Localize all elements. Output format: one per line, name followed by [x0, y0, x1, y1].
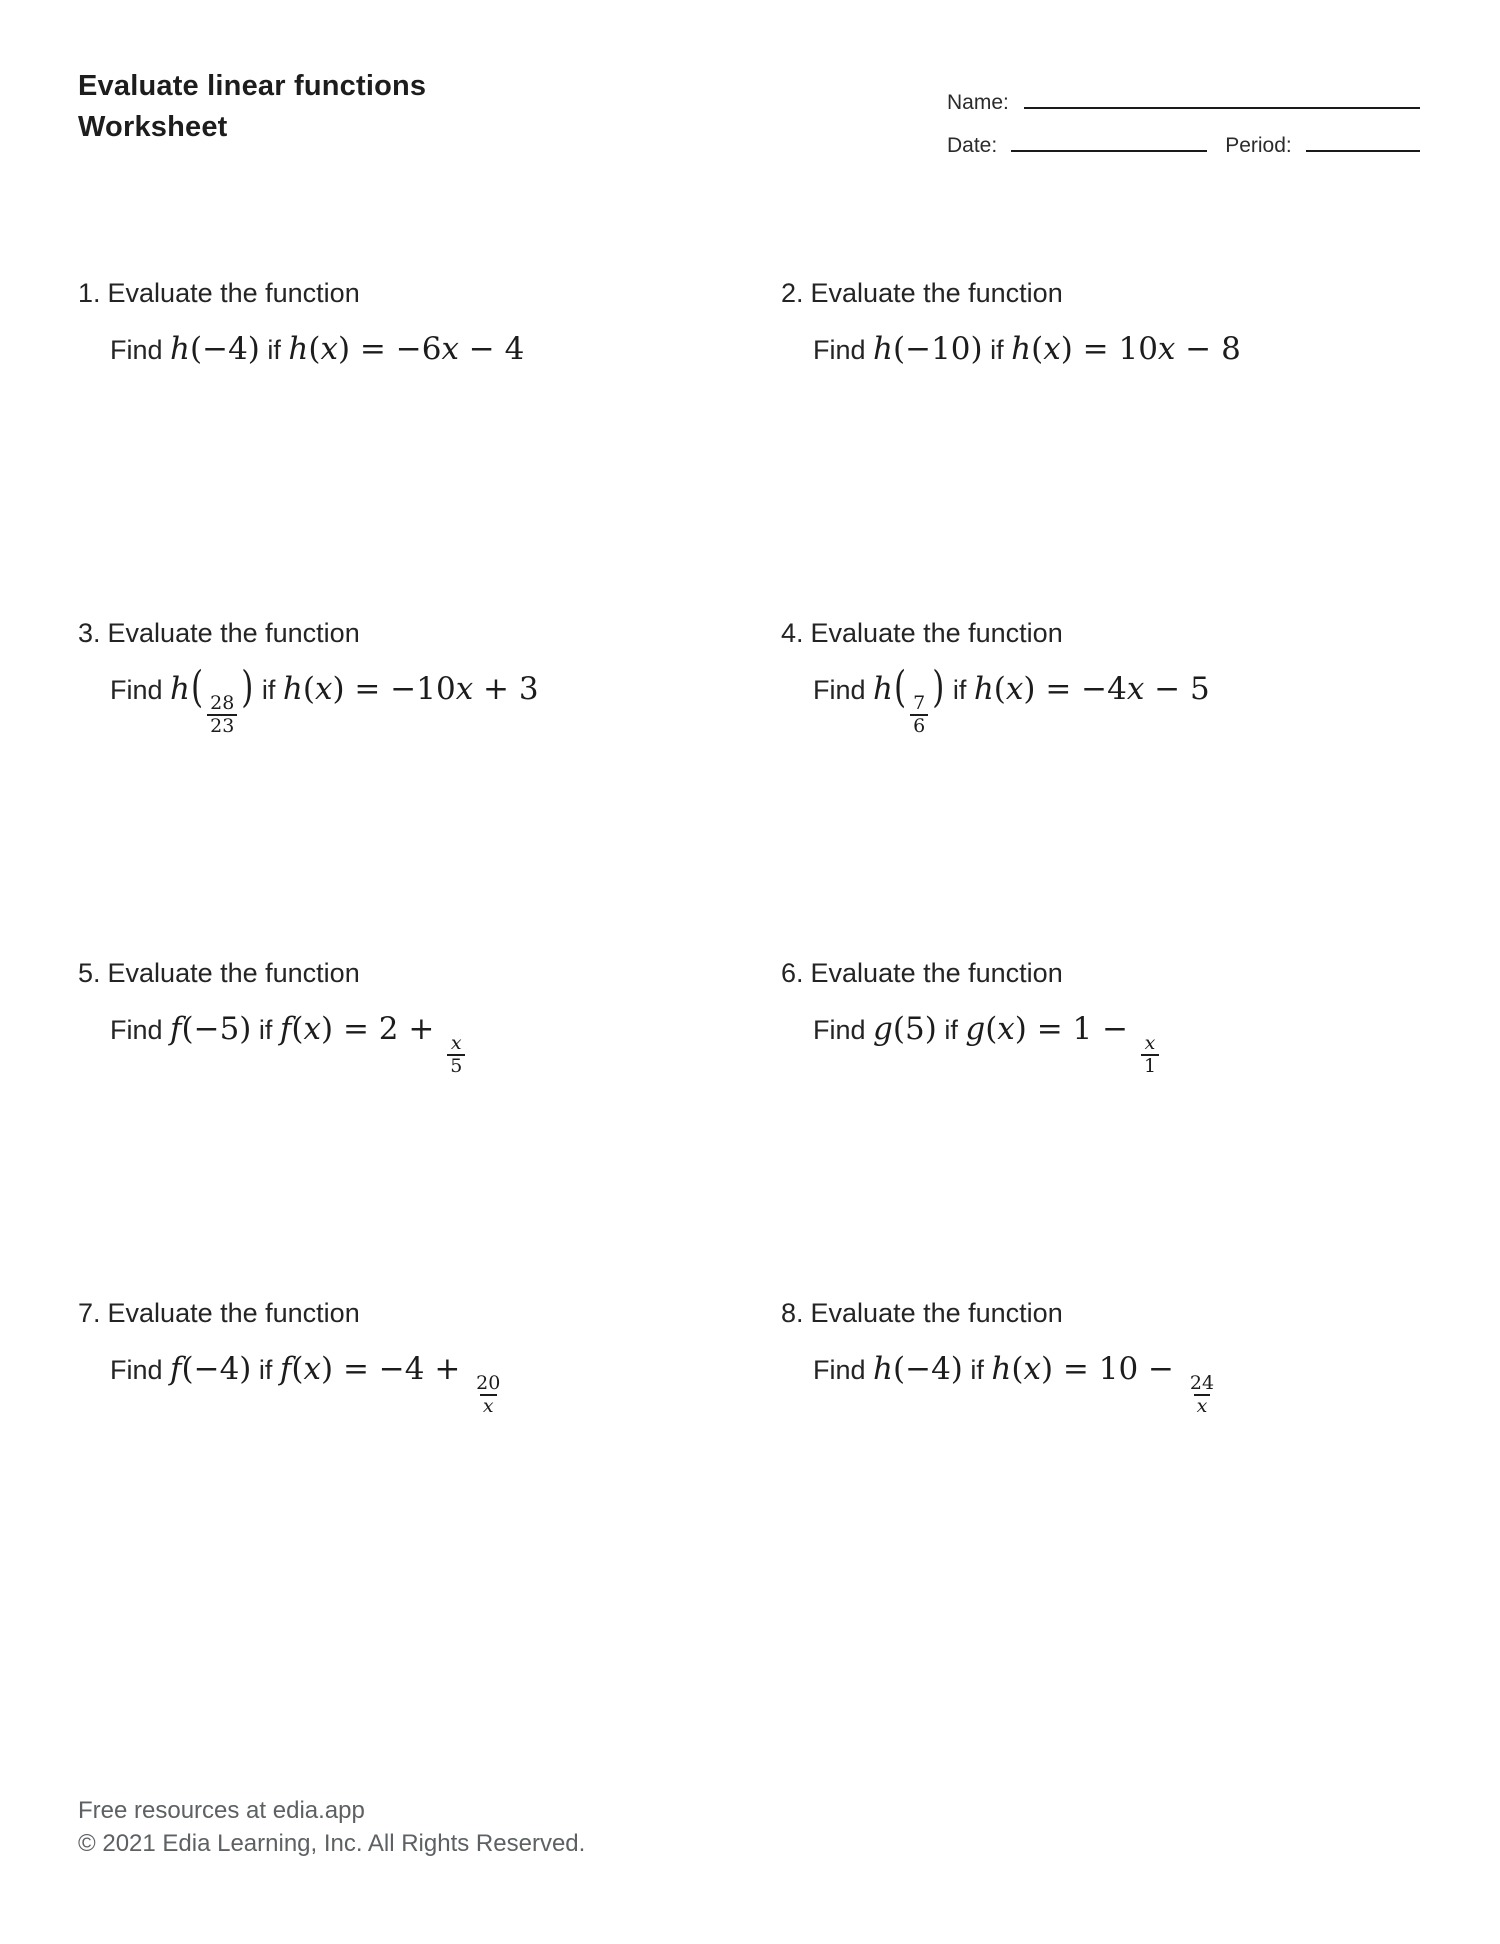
problem-number: 1. — [78, 278, 101, 308]
problem-4 — [781, 616, 1441, 737]
problem-8 — [781, 1296, 1441, 1417]
problem-heading — [781, 616, 1441, 650]
worksheet-subtitle: Worksheet — [78, 111, 228, 143]
problem-6 — [781, 956, 1441, 1077]
problem-heading-text: Evaluate the function — [810, 618, 1063, 648]
worksheet-title-block — [78, 66, 426, 148]
problem-heading — [78, 956, 738, 990]
problem-math: Find f(−5) if f(x) = 2 + $\frac{x}{5}$ — [110, 1006, 738, 1052]
problem-5 — [78, 956, 738, 1077]
problem-number: 5. — [78, 958, 101, 988]
problem-heading-text: Evaluate the function — [107, 618, 360, 648]
period-label: Period: — [1225, 134, 1292, 157]
date-input-line[interactable] — [1011, 131, 1207, 152]
period-input-line[interactable] — [1306, 131, 1420, 152]
page-footer — [78, 1794, 585, 1860]
problem-number: 8. — [781, 1298, 804, 1328]
problem-number: 4. — [781, 618, 804, 648]
problem-math: Find h(−10) if h(x) = 10x − 8 — [813, 331, 1241, 367]
problem-3 — [78, 616, 738, 737]
problem-math: Find h( $\frac{7}{6}$ ) if h(x) = −4x − 5 — [813, 662, 1210, 737]
problem-number: 3. — [78, 618, 101, 648]
problem-math: Find f(−4) if f(x) = −4 + $\frac{20}{x}$ — [110, 1351, 501, 1417]
problem-number: 6. — [781, 958, 804, 988]
problem-heading-text: Evaluate the function — [810, 1298, 1063, 1328]
date-label: Date: — [947, 134, 998, 157]
problem-heading — [78, 616, 738, 650]
problem-heading — [781, 1296, 1441, 1330]
name-field-row — [947, 88, 1420, 115]
problem-2 — [781, 276, 1441, 372]
problem-math: Find g(5) if g(x) = 1 − $\frac{x}{1}$ — [813, 1006, 1441, 1052]
problem-heading — [781, 276, 1441, 310]
worksheet-title: Evaluate linear functions — [78, 70, 427, 102]
problem-heading-text: Evaluate the function — [810, 958, 1063, 988]
name-input-line[interactable] — [1024, 88, 1420, 109]
problem-number: 7. — [78, 1298, 101, 1328]
problem-heading — [78, 1296, 738, 1330]
footer-resources: Free resources at edia.app — [78, 1797, 365, 1824]
date-field-row — [947, 131, 1420, 158]
problem-7 — [78, 1296, 738, 1417]
footer-copyright: © 2021 Edia Learning, Inc. All Rights Reserved. — [78, 1830, 586, 1857]
name-label: Name: — [947, 91, 1009, 114]
problem-heading — [78, 276, 738, 310]
problem-heading-text: Evaluate the function — [107, 1298, 360, 1328]
problem-number: 2. — [781, 278, 804, 308]
problem-math: Find h( $\frac{28}{23}$ ) if h(x) = −10x + 3 — [110, 662, 539, 737]
problem-math: Find h(−4) if h(x) = 10 − $\frac{24}{x}$ — [813, 1351, 1215, 1417]
problem-1 — [78, 276, 738, 372]
problem-heading-text: Evaluate the function — [107, 278, 360, 308]
problem-heading — [781, 956, 1441, 990]
problem-math: Find h(−4) if h(x) = −6x − 4 — [110, 331, 525, 367]
problem-heading-text: Evaluate the function — [107, 958, 360, 988]
problem-heading-text: Evaluate the function — [810, 278, 1063, 308]
